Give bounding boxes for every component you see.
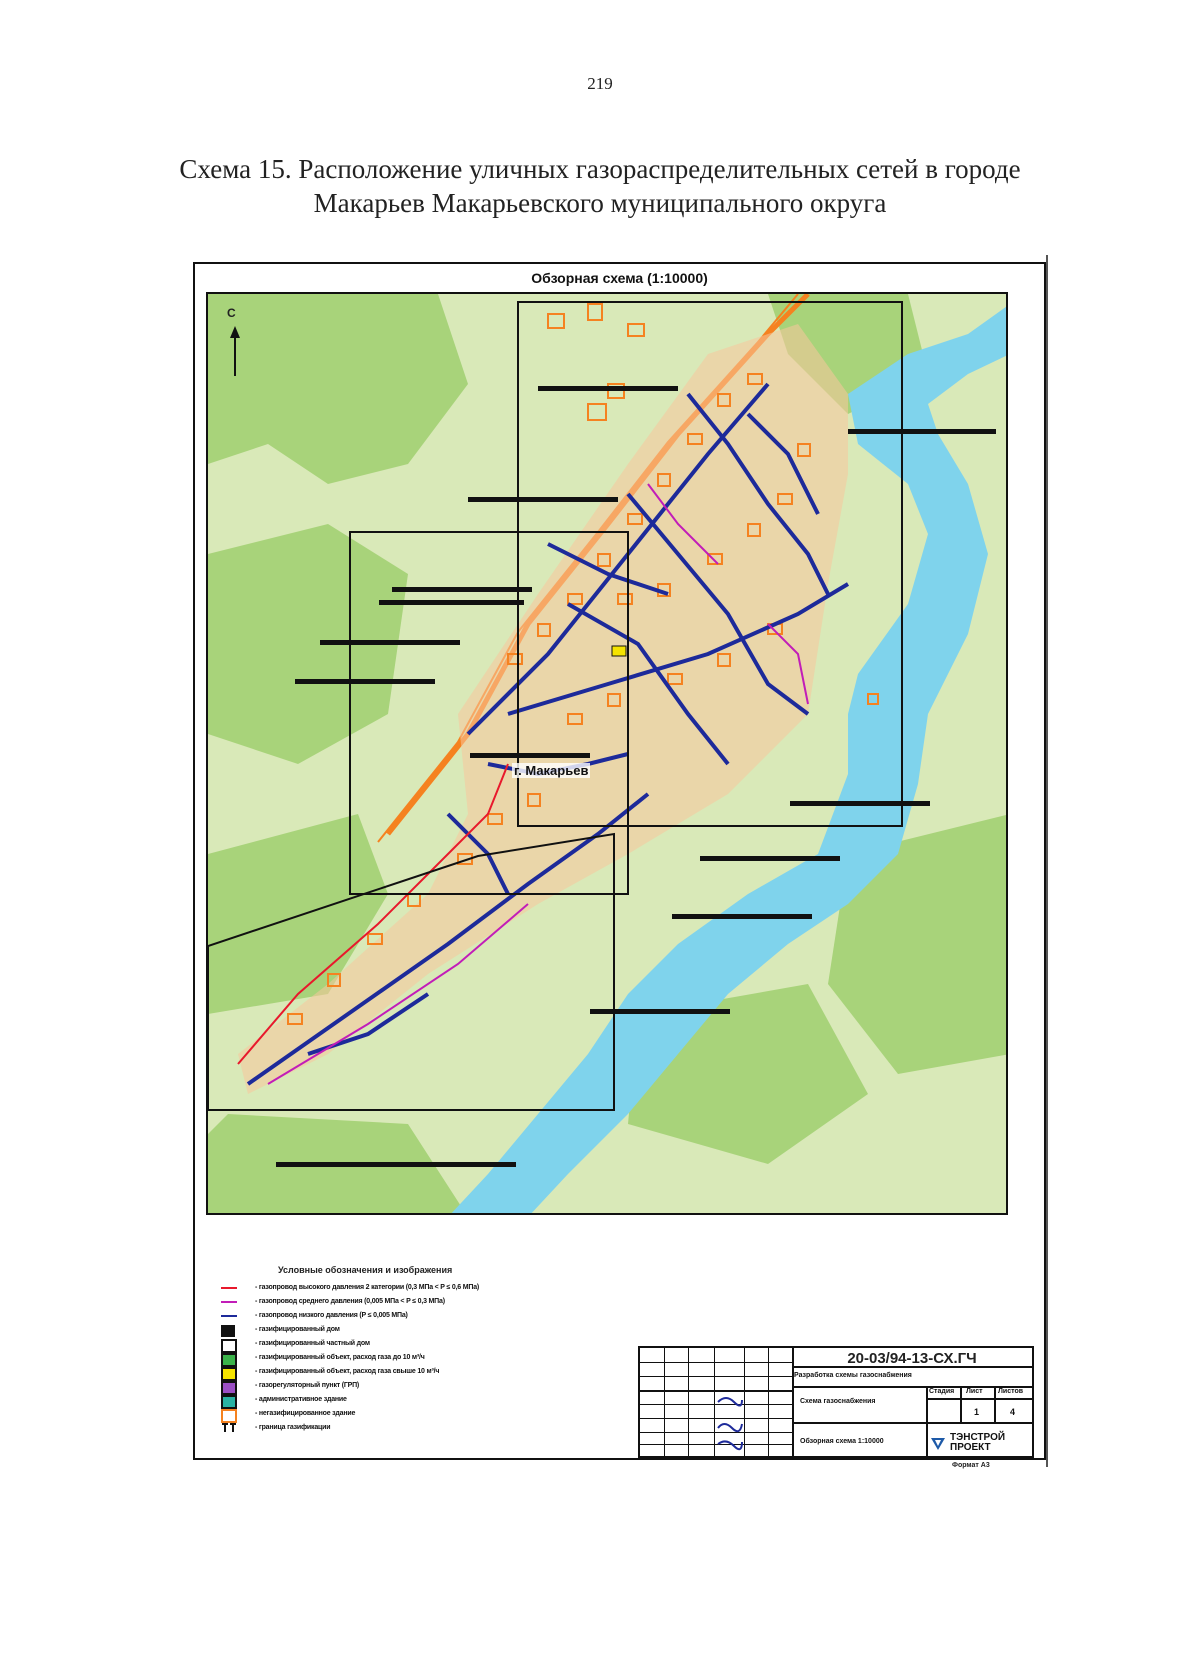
legend-item: - административное здание <box>221 1394 641 1406</box>
green-square-icon <box>221 1353 237 1367</box>
legend-item: - негазифицированное здание <box>221 1408 641 1420</box>
black-square-icon <box>221 1325 235 1337</box>
north-arrow-icon <box>225 312 245 376</box>
sheet-title: Схема газоснабжения <box>800 1398 876 1405</box>
format-note: Формат А3 <box>952 1462 990 1469</box>
company-logo-icon <box>930 1437 946 1451</box>
map-callout <box>379 600 524 605</box>
stage-header: Стадия <box>929 1388 955 1395</box>
map-callout <box>700 856 840 861</box>
legend-title: Условные обозначения и изображения <box>278 1265 453 1275</box>
magenta-line-icon <box>221 1301 237 1303</box>
document-title <box>0 152 1200 220</box>
map-callout <box>672 914 812 919</box>
yellow-square-icon <box>221 1367 237 1381</box>
gasified-object-marker <box>612 646 626 656</box>
map-callout <box>538 386 678 391</box>
teal-square-icon <box>221 1395 237 1409</box>
tt-mark-icon <box>221 1421 237 1435</box>
legend-item: - газопровод среднего давления (0,005 МПа < Р ≤ 0,3 МПа) <box>221 1296 641 1308</box>
legend-item: - газопровод низкого давления (Р ≤ 0,005 МПа) <box>221 1310 641 1322</box>
sheets-total: 4 <box>1010 1407 1016 1417</box>
legend-item: - газифицированный частный дом <box>221 1338 641 1350</box>
page-number: 219 <box>587 74 613 93</box>
map-callout <box>590 1009 730 1014</box>
legend-item: - граница газификации <box>221 1422 641 1434</box>
legend-item: - газопровод высокого давления 2 категории (0,3 МПа < Р ≤ 0,6 МПа) <box>221 1282 641 1294</box>
document-title-line-2: Макарьев Макарьевского муниципального округа <box>313 188 887 218</box>
map-callout <box>470 753 590 758</box>
project-name: Разработка схемы газоснабжения <box>794 1372 912 1379</box>
sheet-subtitle: Обзорная схема 1:10000 <box>800 1438 884 1445</box>
white-square-icon <box>221 1339 237 1353</box>
map-callout <box>276 1162 516 1167</box>
document-code: 20-03/94-13-СХ.ГЧ <box>847 1350 977 1367</box>
red-line-icon <box>221 1287 237 1289</box>
sheet-number: 1 <box>974 1407 980 1417</box>
town-label: г. Макарьев <box>514 763 589 778</box>
map-callout <box>790 801 930 806</box>
signature-marks <box>716 1394 744 1452</box>
page-edge-line <box>1046 255 1048 1467</box>
purple-square-icon <box>221 1381 237 1395</box>
legend-item: - газорегуляторный пункт (ГРП) <box>221 1380 641 1392</box>
sheets-header: Листов <box>998 1388 1024 1395</box>
map-callout <box>848 429 996 434</box>
legend-item: - газифицированный объект, расход газа до 10 м³/ч <box>221 1352 641 1364</box>
map-title: Обзорная схема (1:10000) <box>531 270 708 286</box>
map-callout <box>295 679 435 684</box>
blue-line-icon <box>221 1315 237 1317</box>
sheet-header: Лист <box>966 1388 983 1395</box>
document-title-line-1: Схема 15. Расположение уличных газораспределительных сетей в городе <box>179 154 1021 184</box>
legend-item: - газифицированный объект, расход газа свыше 10 м³/ч <box>221 1366 641 1378</box>
map-callout <box>320 640 460 645</box>
north-label: С <box>227 306 236 320</box>
map-callout <box>392 587 532 592</box>
map-callout <box>468 497 618 502</box>
legend-item: - газифицированный дом <box>221 1324 641 1336</box>
company-name: ТЭНСТРОЙ ПРОЕКТ <box>950 1432 1006 1453</box>
